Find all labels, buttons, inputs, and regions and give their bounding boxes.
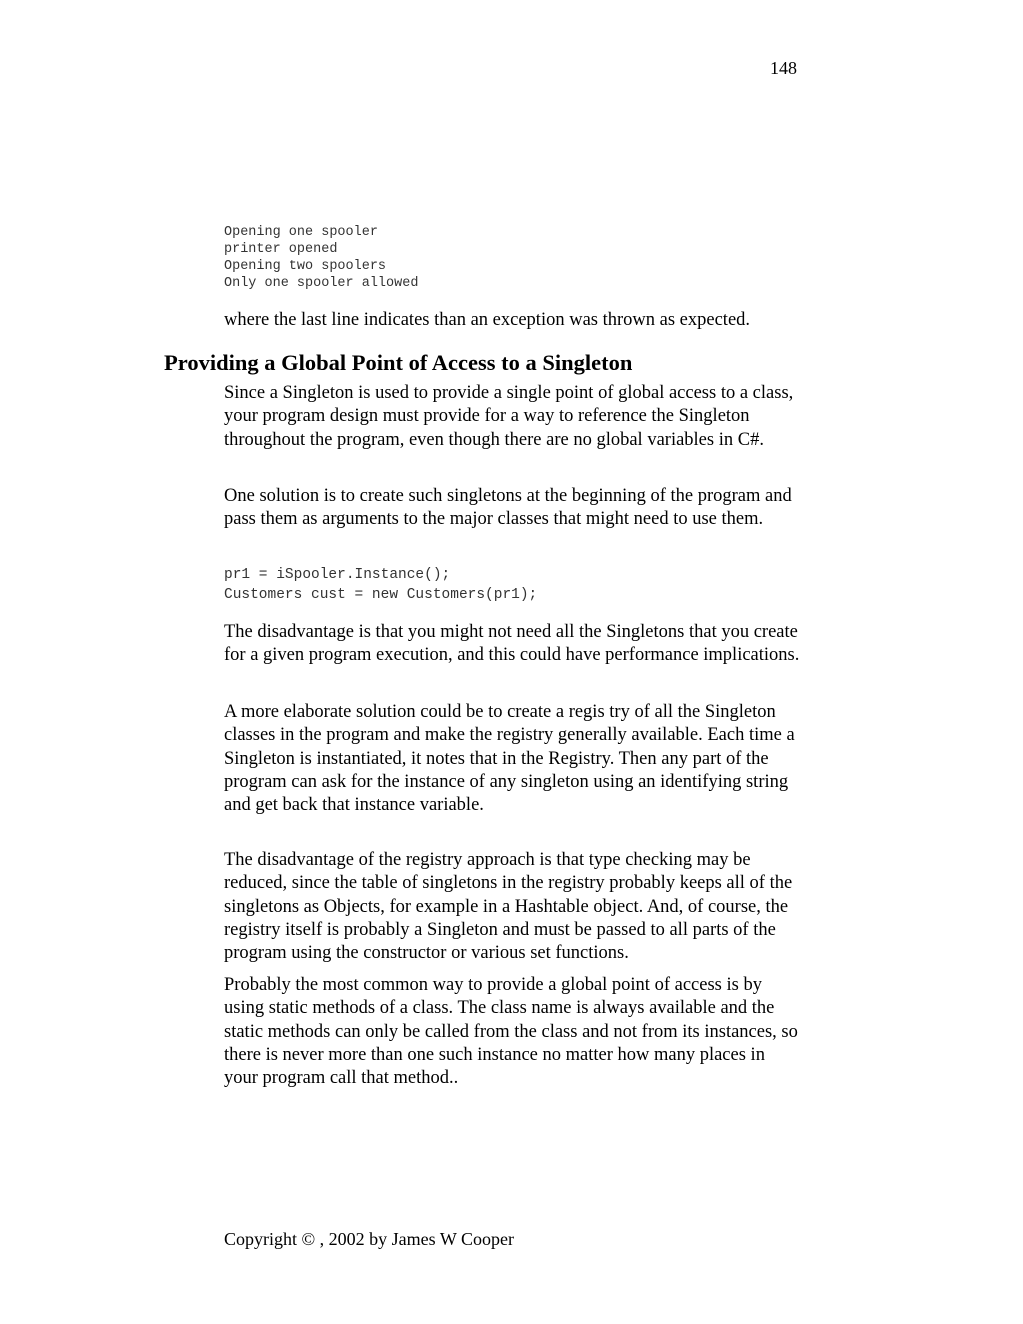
paragraph-create-at-start: One solution is to create such singletons at the beginning of the program and pass them as arguments to the major classes that might need to use them.	[224, 486, 792, 530]
program-output-code-block: Opening one spooler printer opened Opening two spoolers Only one spooler allowed	[224, 225, 419, 291]
page-number: 148	[770, 58, 797, 78]
paragraph-registry-disadvantage: The disadvantage of the registry approach is that type checking may be reduced, since the table of singletons in the registry probably keeps all of the singletons as Objects, for example in a Hashtable object. And, of course, the registry itself is probably a Singleton and must be passed to all parts of the program using the constructor or various set functions.	[224, 850, 793, 964]
copyright-footer: Copyright © , 2002 by James W Cooper	[224, 1229, 514, 1249]
paragraph-disadvantage: The disadvantage is that you might not need all the Singletons that you create for a given program execution, and this could have performance implications.	[224, 622, 800, 666]
output-note: where the last line indicates than an exception was thrown as expected.	[224, 310, 751, 330]
code-sample-block: pr1 = iSpooler.Instance(); Customers cust = new Customers(pr1);	[224, 567, 538, 603]
paragraph-singleton-access: Since a Singleton is used to provide a single point of global access to a class, your program design must provide for a way to reference the Singleton throughout the program, even though there are no global variables in C#.	[224, 383, 794, 450]
paragraph-registry-solution: A more elaborate solution could be to create a regis try of all the Singleton classes in the program and make the registry generally available. Each time a Singleton is instantiated, it notes that in the Registry. Then any part of the program can ask for the instance of any singleton using an identifying string and get back that instance variable.	[224, 702, 795, 816]
section-heading: Providing a Global Point of Access to a Singleton	[164, 350, 633, 375]
paragraph-static-methods: Probably the most common way to provide a global point of access is by using static methods of a class. The class name is always available and the static methods can only be called from the class and not from its instances, so there is never more than one such instance no matter how many places in your program call that method..	[224, 975, 798, 1089]
